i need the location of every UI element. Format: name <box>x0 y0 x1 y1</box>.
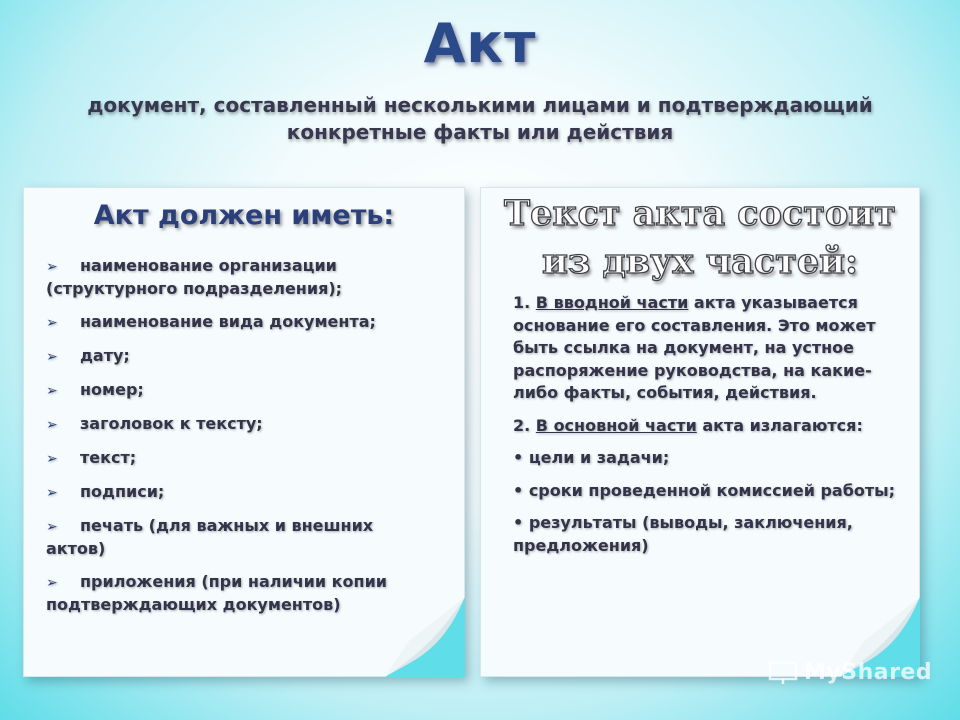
list-item: ➢ печать (для важных и внешних актов) <box>46 516 374 558</box>
slide-subtitle: документ, составленный несколькими лицами и подтверждающий конкретные факты или действия <box>87 93 873 144</box>
right-heading-line2: из двух частей: <box>541 241 859 282</box>
arrow-bullet-icon: ➢ <box>46 485 58 501</box>
main-part-label: В основной части <box>535 415 697 435</box>
right-panel-text <box>513 292 901 567</box>
dot-bullet-icon: • <box>513 480 524 500</box>
watermark-text: MyShared <box>804 660 933 685</box>
list-item: ➢ приложения (при наличии копии подтверждающих документов) <box>46 572 387 614</box>
right-panel <box>480 187 920 677</box>
arrow-bullet-icon: ➢ <box>46 519 58 535</box>
list-item: ➢ подписи; <box>46 481 426 504</box>
list-item: • результаты (выводы, заключения, предложения) <box>513 513 853 555</box>
page-curl-icon <box>385 597 465 677</box>
arrow-bullet-icon: ➢ <box>46 417 58 433</box>
part-two-paragraph: 2. В основной части акта излагаются: <box>513 415 863 435</box>
dot-bullet-icon: • <box>513 513 524 532</box>
list-item: • сроки проведенной комиссией работы; <box>513 480 896 500</box>
slide-title: Акт <box>423 12 537 75</box>
list-item: • цели и задачи; <box>513 448 670 467</box>
part-one-paragraph: 1. В вводной части акта указывается основание его составления. Это может быть ссылка на документ, на устное распоряжение руководства, на какие-либо факты, события, действия. <box>513 293 876 402</box>
right-heading-line1: Текст акта состоит <box>504 193 896 234</box>
list-item: ➢ дату; <box>46 345 426 368</box>
arrow-bullet-icon: ➢ <box>46 349 58 365</box>
presentation-icon <box>768 661 798 685</box>
list-item: ➢ наименование организации (структурного подразделения); <box>46 256 343 298</box>
list-item: ➢ номер; <box>46 379 426 402</box>
watermark <box>768 660 932 685</box>
list-item: ➢ наименование вида документа; <box>46 311 426 334</box>
dot-bullet-icon: • <box>513 448 524 467</box>
arrow-bullet-icon: ➢ <box>46 575 58 591</box>
list-item: ➢ текст; <box>46 447 426 470</box>
arrow-bullet-icon: ➢ <box>46 315 58 331</box>
arrow-bullet-icon: ➢ <box>46 259 58 275</box>
arrow-bullet-icon: ➢ <box>46 383 58 399</box>
intro-part-label: В вводной части <box>535 293 689 312</box>
arrow-bullet-icon: ➢ <box>46 451 58 467</box>
requirements-list <box>46 255 426 627</box>
left-panel <box>23 187 465 677</box>
left-panel-heading: Акт должен иметь: <box>93 200 395 231</box>
right-panel-heading <box>481 190 919 286</box>
list-item: ➢ заголовок к тексту; <box>46 413 426 436</box>
